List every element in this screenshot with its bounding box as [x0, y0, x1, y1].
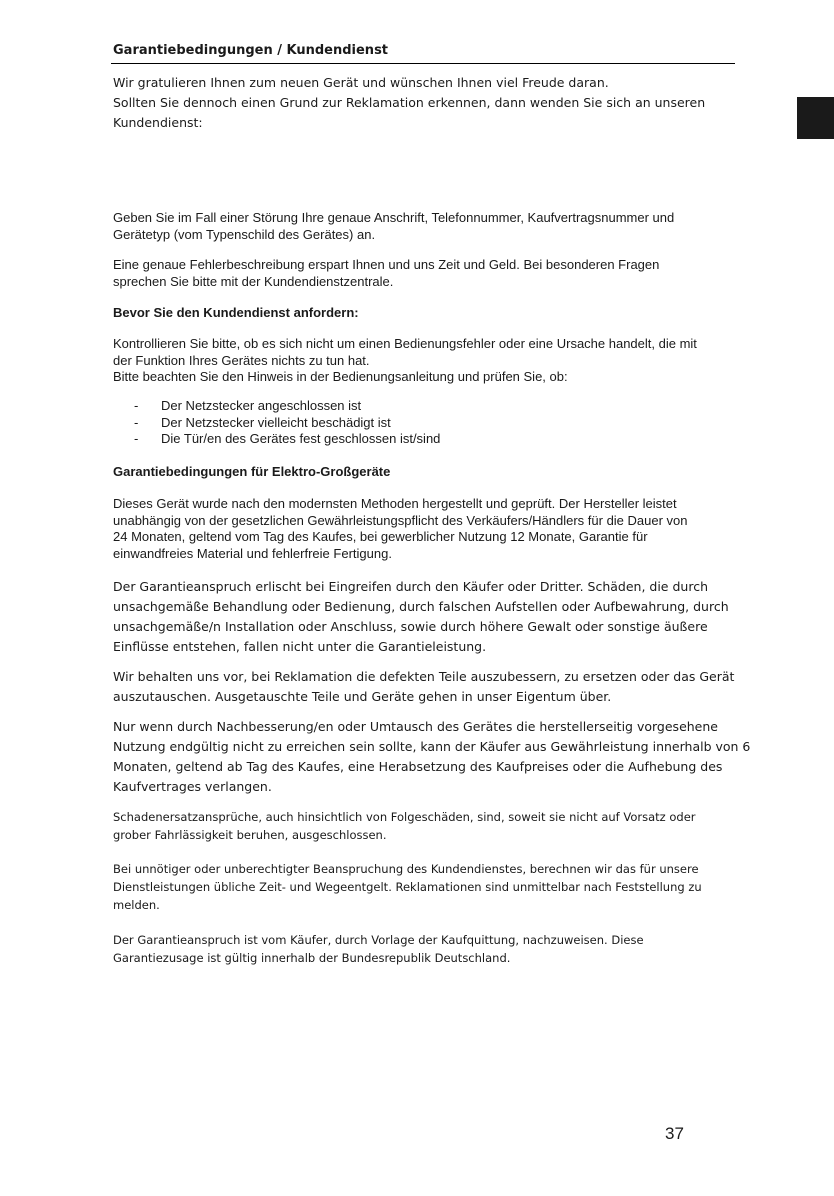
text-line: Gerätetyp (vom Typenschild des Gerätes) an.	[113, 226, 376, 242]
bullet-dash: -	[134, 414, 139, 430]
text-line: Nur wenn durch Nachbesserung/en oder Umtausch des Gerätes die herstellerseitig vorgesehene	[113, 719, 718, 734]
text-line: Dieses Gerät wurde nach den modernsten Methoden hergestellt und geprüft. Der Hersteller leistet	[113, 496, 677, 511]
text-line: Eine genaue Fehlerbeschreibung erspart Ihnen und uns Zeit und Geld. Bei besonderen Fragen	[113, 257, 660, 272]
warranty-paragraph-5	[113, 808, 738, 844]
checklist-item-text: Die Tür/en des Gerätes fest geschlossen ist/sind	[161, 431, 441, 446]
page-header-title: Garantiebedingungen / Kundendienst	[113, 43, 389, 58]
intro-line: Kundendienst:	[113, 115, 203, 130]
text-line: Nutzung endgültig nicht zu erreichen sein sollte, kann der Käufer aus Gewährleistung innerhalb von 6	[113, 739, 751, 754]
text-line: unsachgemäße/n Installation oder Anschluss, sowie durch höhere Gewalt oder sonstige äußere	[113, 619, 708, 634]
checklist-item	[113, 398, 440, 415]
checklist	[113, 398, 440, 448]
checklist-item	[113, 415, 440, 432]
text-line: melden.	[113, 898, 160, 912]
warranty-heading: Garantiebedingungen für Elektro-Großgeräte	[113, 464, 391, 479]
checklist-item	[113, 431, 440, 448]
intro-paragraph	[113, 73, 738, 133]
header-divider	[111, 63, 735, 64]
warranty-paragraph-1	[113, 496, 738, 562]
text-line: einwandfreies Material und fehlerfreie Fertigung.	[113, 545, 392, 561]
fault-description-paragraph	[113, 257, 738, 290]
text-line: Bei unnötiger oder unberechtigter Beanspruchung des Kundendienstes, berechnen wir das für unsere	[113, 862, 699, 876]
warranty-paragraph-2	[113, 577, 738, 657]
text-line: Dienstleistungen übliche Zeit- und Wegeentgelt. Reklamationen sind unmittelbar nach Feststellung zu	[113, 880, 702, 894]
text-line: auszutauschen. Ausgetauschte Teile und Geräte gehen in unser Eigentum über.	[113, 689, 612, 704]
text-line: Schadenersatzansprüche, auch hinsichtlich von Folgeschäden, sind, soweit sie nicht auf Vorsatz oder	[113, 810, 696, 824]
chapter-tab-marker	[797, 97, 834, 139]
text-line: Wir behalten uns vor, bei Reklamation die defekten Teile auszubessern, zu ersetzen oder das Gerät	[113, 669, 735, 684]
text-line: Garantiezusage ist gültig innerhalb der Bundesrepublik Deutschland.	[113, 951, 511, 965]
fault-report-paragraph	[113, 210, 738, 243]
warranty-paragraph-3	[113, 667, 738, 707]
warranty-paragraph-6	[113, 860, 738, 914]
text-line: Kontrollieren Sie bitte, ob es sich nicht um einen Bedienungsfehler oder eine Ursache handelt, die mit	[113, 336, 697, 351]
text-line: Der Garantieanspruch ist vom Käufer, durch Vorlage der Kaufquittung, nachzuweisen. Diese	[113, 933, 644, 947]
bullet-dash: -	[134, 431, 139, 446]
warranty-paragraph-7	[113, 931, 738, 967]
checklist-item-text: Der Netzstecker vielleicht beschädigt ist	[161, 414, 391, 430]
warranty-paragraph-4	[113, 717, 751, 797]
text-line: Geben Sie im Fall einer Störung Ihre genaue Anschrift, Telefonnummer, Kaufvertragsnummer und	[113, 210, 675, 225]
intro-line: Wir gratulieren Ihnen zum neuen Gerät und wünschen Ihnen viel Freude daran.	[113, 75, 609, 90]
text-line: 24 Monaten, geltend vom Tag des Kaufes, bei gewerblicher Nutzung 12 Monate, Garantie für	[113, 529, 648, 544]
text-line: grober Fahrlässigkeit beruhen, ausgeschlossen.	[113, 828, 387, 842]
text-line: Bitte beachten Sie den Hinweis in der Bedienungsanleitung und prüfen Sie, ob:	[113, 369, 568, 384]
checklist-item-text: Der Netzstecker angeschlossen ist	[161, 398, 362, 413]
text-line: unsachgemäße Behandlung oder Bedienung, durch falschen Aufstellen oder Aufbewahrung, durch	[113, 599, 729, 614]
text-line: sprechen Sie bitte mit der Kundendienstzentrale.	[113, 273, 394, 289]
text-line: Der Garantieanspruch erlischt bei Eingreifen durch den Käufer oder Dritter. Schäden, die durch	[113, 579, 708, 594]
bullet-dash: -	[134, 398, 139, 413]
intro-line: Sollten Sie dennoch einen Grund zur Reklamation erkennen, dann wenden Sie sich an unseren	[113, 95, 706, 110]
before-service-heading: Bevor Sie den Kundendienst anfordern:	[113, 305, 359, 320]
text-line: unabhängig von der gesetzlichen Gewährleistungspflicht des Verkäufers/Händlers für die Dauer von	[113, 512, 688, 528]
text-line: Monaten, geltend ab Tag des Kaufes, eine Herabsetzung des Kaufpreises oder die Aufhebung des	[113, 759, 723, 774]
before-service-paragraph	[113, 336, 738, 386]
text-line: der Funktion Ihres Gerätes nichts zu tun hat.	[113, 352, 370, 368]
text-line: Kaufvertrages verlangen.	[113, 779, 272, 794]
text-line: Einflüsse entstehen, fallen nicht unter die Garantieleistung.	[113, 639, 487, 654]
page-number: 37	[665, 1124, 684, 1143]
